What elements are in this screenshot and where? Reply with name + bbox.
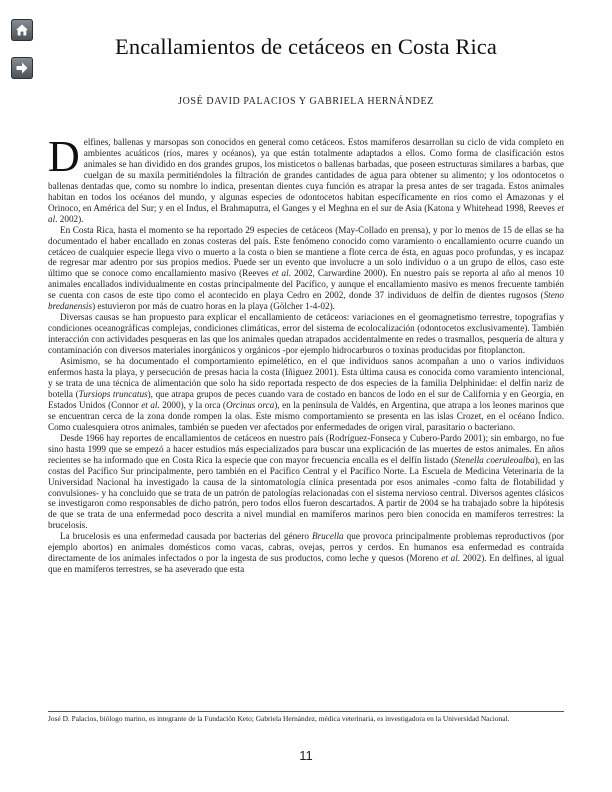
paragraph-text: 2002, Carwardine 2000). En nuestro país se reporta al año al menos 10 animales encallados individualmente en costas principalmente del Pacífico, y aunque el encallamiento masivo es menos frecuente también se cuenta con casos de este tipo como el acontecido en playa Cedro en 2002, donde 37 individuos de delfín de dientes rugosos (	[48, 268, 565, 301]
paragraph-3	[48, 312, 564, 356]
paragraph-text: ), que atrapa grupos de peces cuando vara de costado en bancos de lodo en el sur de California y en Georgia, en Estados Unidos (Connor	[48, 388, 565, 410]
article-authors: JOSÉ DAVID PALACIOS Y GABRIELA HERNÁNDEZ	[178, 96, 434, 107]
paragraph-6	[48, 531, 564, 575]
paragraph-text: En Costa Rica, hasta el momento se ha reportado 29 especies de cetáceos (May-Collado en prensa), y por lo menos de 15 de ellas se ha documentado el haber encallado en zonas costeras del país. Este fenómeno conocido como varamiento o encallamiento ocurre cuando un cetáceo de cualquier especie llega vivo o muerto a la costa o bien se mantiene a flote cerca de ésta, en aguas poco profundas, y es incapaz de regresar mar adentro por sus propios medios. Puede ser un evento que involucre a un solo individuo o a un grupo de ellos, caso este último que se conoce como encallamiento masivo (Reeves	[48, 224, 564, 279]
paragraph-text: 2000), y la orca (	[159, 399, 226, 410]
paragraph-text: Desde 1966 hay reportes de encallamientos de cetáceos en nuestro país (Rodríguez-Fonseca y Cubero-Pardo 2001); sin embargo, no fue sino hasta 1999 que se empezó a hacer estudios más especializados para buscar una explicación de las muertes de estos animales. En años recientes se ha informado que en Costa Rica la especie que con mayor frecuencia encalla es el delfín listado (	[48, 432, 564, 465]
home-button[interactable]	[11, 19, 33, 41]
page-number: 11	[299, 748, 313, 763]
paragraph-text: ), en las costas del Pacífico Sur principalmente, pero también en el Pacífico Central y el Pacífico Norte. La Escuela de Medicina Veterinaria de la Universidad Nacional ha investigado la causa de la sintomatología clínica presentada por esos animales -como falta de flotabilidad y convulsiones- y ha concluido que se trata de un patrón de patologías relacionadas con el sistema nervioso central. Diversos agentes clásicos se investigaron como responsables de dicho patrón, pero todos ellos fueron descartados. A partir de 2004 se ha trabajado sobre la hipótesis de que se trata de una enfermedad poco descrita a nivel mundial en mamíferos marinos pero bien conocida en mamíferos terrestres: la brucelosis.	[48, 454, 565, 531]
italic-term: et al	[48, 202, 564, 224]
paragraph-2	[48, 225, 564, 313]
italic-term: Tursiops truncatus	[78, 388, 148, 399]
italic-term: et al.	[441, 553, 461, 564]
paragraph-text: elfines, ballenas y marsopas son conocidos en general como cetáceos. Estos mamíferos desarrollan su ciclo de vida completo en ambientes acuáticos (ríos, mares y océanos), ya que están totalmente adaptados a ellos. Como forma de clasificación estos animales se han dividido en dos grandes grupos, los misticetos o ballenas barbadas, que poseen estructuras similares a barbas, que cuelgan de su maxila permitiéndoles la filtración de grandes cantidades de agua para obtener su alimento; y los odontocetos o ballenas dentadas que, como su nombre lo indica, presentan dientes cuya función es atrapar la presa antes de ser tragada. Estos animales habitan en todos los océanos del mundo, y algunas especies de odontocetos habitan específicamente en ríos como el Amazonas y el Orinoco, en América del Sur; y en el Indus, el Brahmaputra, el Ganges y el Meghna en el sur de Asia (Katona y Whitehead 1998, Reeves	[48, 137, 564, 213]
italic-term: Stenella coeruleoalba	[454, 454, 535, 465]
italic-term: Orcinus orca	[226, 399, 275, 410]
paragraph-text: Asimismo, se ha documentado el comportamiento epimelético, en el que individuos sanos acompañan a uno o varios individuos enfermos hasta la playa, y persecución de presas hacia la costa (Iñiguez 2001). Esta última causa es conocida como varamiento intencional, y se trata de una técnica de alimentación que solo ha sido reportada respecto de dos especies de la familia Delphinidae: el delfín nariz de botella (	[48, 356, 564, 399]
italic-term: Steno bredanensis	[48, 290, 564, 312]
italic-term: et al.	[271, 268, 291, 279]
author-footnote: José D. Palacios, biólogo marino, es integrante de la Fundación Keto; Gabriela Hernández, médica veterinaria, es investigadora en la Universidad Nacional.	[48, 714, 510, 723]
paragraph-text: La brucelosis es una enfermedad causada por bacterias del género	[60, 531, 312, 542]
paragraph-1	[48, 132, 564, 225]
paragraph-4	[48, 356, 564, 433]
paragraph-text: ) estuvieron por más de cuatro horas en la playa (Gölcher 1-4-02).	[92, 301, 335, 312]
article-body	[48, 132, 565, 575]
italic-term: et al.	[141, 399, 160, 410]
paragraph-text: ), en la península de Valdés, en Argentina, que atrapa a los leones marinos que se encuentran cerca de la zona donde rompen la olas. Este mismo comportamiento se presenta en las islas Crozet, en el océano Índico. Como cualesquiera otros animales, también se pueden ver afectados por enfermedades de origen viral, parasitario o bacteriano.	[48, 399, 565, 432]
paragraph-5	[48, 433, 564, 532]
arrow-right-icon	[15, 61, 29, 75]
paragraph-text: . 2002).	[55, 213, 84, 224]
footnote-divider	[48, 711, 564, 712]
paragraph-text: Diversas causas se han propuesto para explicar el encallamiento de cetáceos: variaciones en el geomagnetismo terrestre, topografías y condiciones oceanográficas complejas, condiciones climáticas, error del sistema de ecolocalización (odontocetos exclusivamente). También interacción con actividades pesqueras en las que los animales quedan atrapados accidentalmente en redes o trasmallos, pesquería de altura y contaminación con diversos materiales inorgánicos y orgánicos -por ejemplo hidrocarburos o toxinas producidas por fitoplancton.	[48, 312, 564, 356]
paragraph-text: 2002). En delfines, al igual que en mamíferos terrestres, se ha aseverado que esta	[48, 553, 564, 575]
article-title: Encallamientos de cetáceos en Costa Rica	[115, 34, 497, 59]
italic-term: Brucella	[311, 531, 344, 542]
paragraph-text: que provoca principalmente problemas reproductivos (por ejemplo abortos) en animales domésticos como vacas, cabras, ovejas, perros y cerdos. En humanos esa enfermedad es contraída directamente de los animales infectados o por la ingesta de sus productos, como leche y quesos (Moreno	[48, 531, 564, 564]
drop-cap-letter: D	[48, 132, 80, 181]
next-page-button[interactable]	[11, 57, 33, 79]
home-icon	[15, 23, 29, 37]
